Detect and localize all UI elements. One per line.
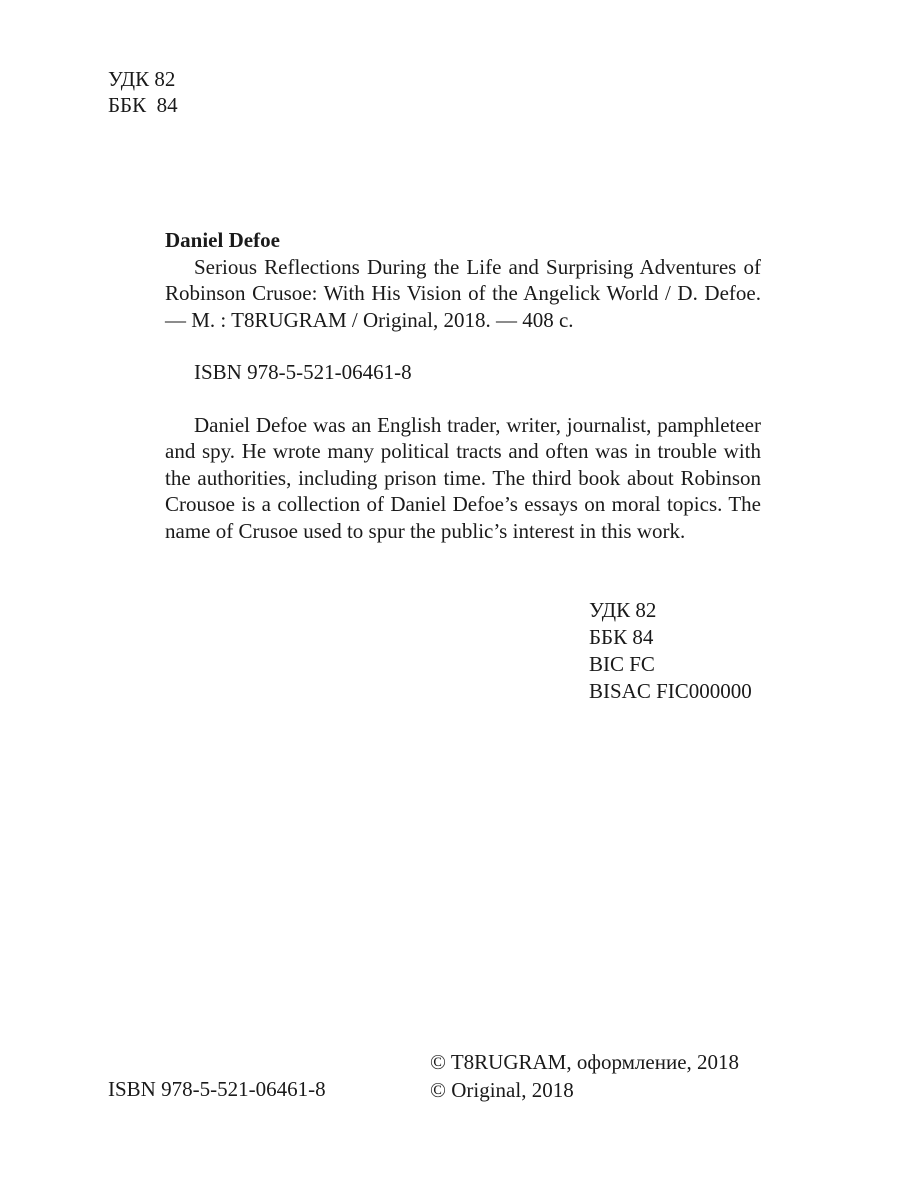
footer-isbn: ISBN 978-5-521-06461-8 [108,1077,326,1101]
copyright-original: © Original, 2018 [430,1078,574,1102]
udk-code-right: УДК 82 [589,598,657,622]
record-isbn: ISBN 978-5-521-06461-8 [194,360,412,384]
bibliographic-description: Serious Reflections During the Life and Surprising Adventures of Robinson Crusoe: With His Vision of the Angelick World / D. Defoe. — M. : T8RUGRAM / Original, 2018. — 408 c. [165,254,761,332]
author-name: Daniel Defoe [165,228,280,252]
right-classification-block [589,597,752,705]
bibliographic-record [165,227,761,565]
bic-code: BIC FC [589,652,655,676]
copyright-block [430,1048,739,1104]
copyright-design: © T8RUGRAM, оформление, 2018 [430,1050,740,1074]
top-classification-block [108,66,178,118]
bbk-code-right: ББК 84 [589,625,654,649]
annotation-text: Daniel Defoe was an English trader, writer, journalist, pamphleteer and spy. He wrote many political tracts and often was in trouble with the authorities, including prison time. The third book about Robinson Crousoe is a collection of Daniel Defoe’s essays on moral topics. The name of Crusoe used to spur the public’s interest in this work. [165,412,761,543]
bisac-code: BISAC FIC000000 [589,679,752,703]
bbk-code: ББК 84 [108,93,178,117]
udk-code: УДК 82 [108,67,176,91]
